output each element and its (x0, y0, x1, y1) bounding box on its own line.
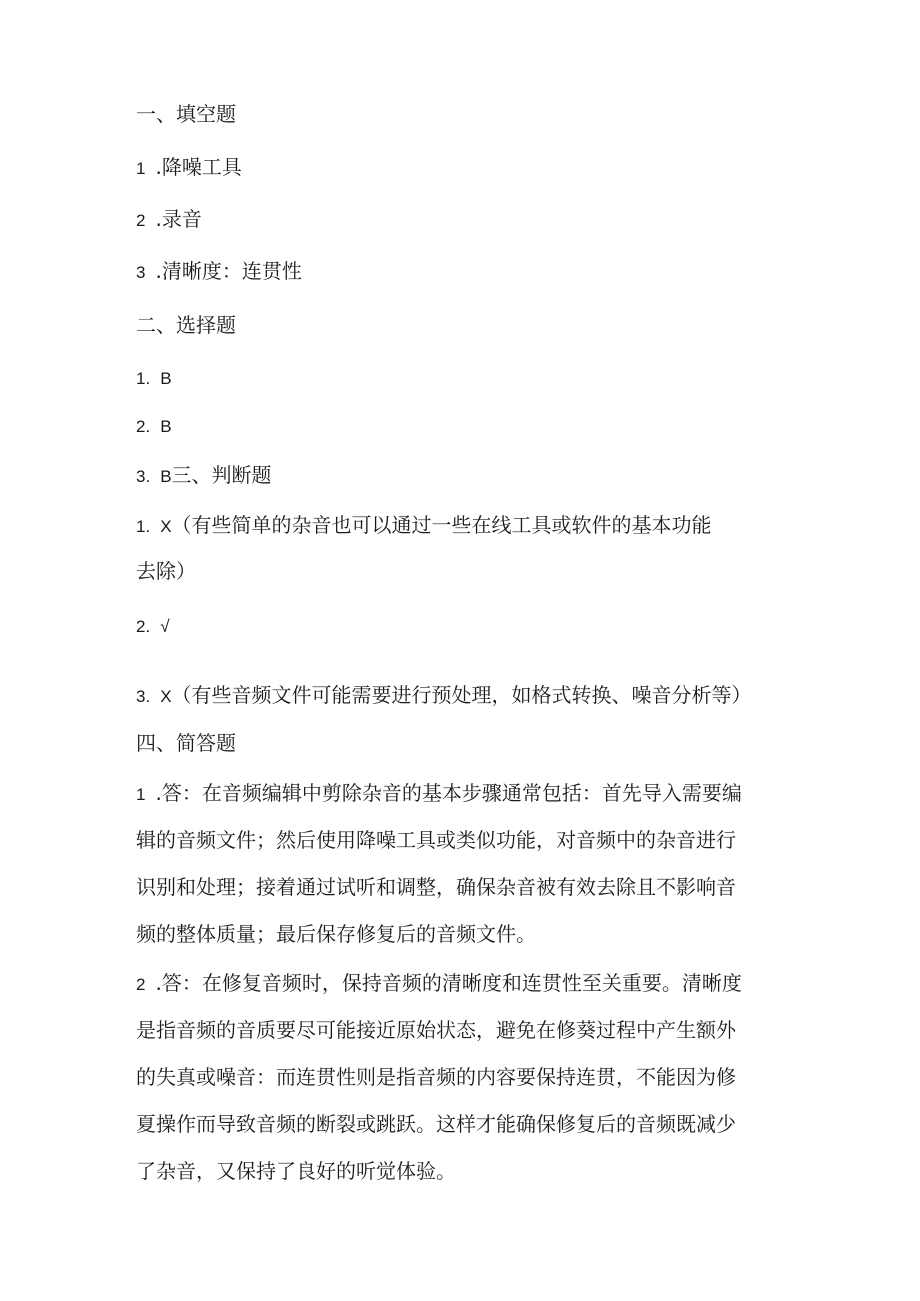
short-answer-2-line-4: 夏操作而导致音频的断裂或跳跃。这样才能确保修复后的音频既减少 (136, 1112, 736, 1136)
short-answer-1-line-4: 频的整体质量；最后保存修复后的音频文件。 (136, 922, 536, 946)
item-text: （有些音频文件可能需要进行预处理，如格式转换、噪音分析等） (171, 683, 752, 707)
item-number: 3 (136, 263, 146, 282)
item-mark: X (160, 687, 172, 706)
item-mark: √ (160, 617, 170, 636)
fill-blank-item-3 (136, 258, 302, 286)
choice-item-2 (136, 412, 172, 440)
short-answer-2-line-3: 的失真或噪音：而连贯性则是指音频的内容要保持连贯，不能因为修 (136, 1065, 736, 1089)
item-number: 2. (136, 417, 151, 436)
section-2-heading: 二、选择题 (136, 313, 236, 337)
item-number: 2 (136, 975, 146, 994)
item-number: 2 (136, 211, 146, 230)
item-number: 2. (136, 617, 151, 636)
item-mark: X (160, 517, 172, 536)
short-answer-2-line-2: 是指音频的音质要尽可能接近原始状态，避免在修葵过程中产生额外 (136, 1018, 736, 1042)
section-3-heading: 三、判断题 (171, 463, 272, 487)
fill-blank-item-1 (136, 154, 242, 182)
short-answer-2-line-5: 了杂音，又保持了良好的听觉体验。 (136, 1159, 456, 1183)
item-number: 1 (136, 785, 146, 804)
short-answer-1-line-3: 识别和处理；接着通过试听和调整，确保杂音被有效去除且不影响音 (136, 875, 736, 899)
item-text: （有些简单的杂音也可以通过一些在线工具或软件的基本功能 (171, 513, 712, 537)
fill-blank-item-2 (136, 206, 202, 234)
item-number: 1. (136, 517, 151, 536)
item-answer: B (160, 417, 172, 436)
item-answer: B (160, 369, 172, 388)
item-number: 3. (136, 687, 151, 706)
short-answer-1-line-1 (136, 780, 742, 808)
short-answer-1-line-2: 辑的音频文件；然后使用降噪工具或类似功能，对音频中的杂音进行 (136, 828, 736, 852)
item-text: .降噪工具 (155, 155, 242, 179)
item-number: 1. (136, 369, 151, 388)
item-number: 3. (136, 467, 151, 486)
short-answer-2-line-1 (136, 970, 742, 998)
item-answer: B (160, 467, 172, 486)
item-text: .答：在音频编辑中剪除杂音的基本步骤通常包括：首先导入需要编 (155, 781, 742, 805)
item-text: .录音 (155, 207, 202, 231)
item-text: .答：在修复音频时，保持音频的清晰度和连贯性至关重要。清晰度 (155, 971, 742, 995)
judge-item-1-cont: 去除） (136, 559, 196, 583)
section-1-heading: 一、填空题 (136, 102, 236, 126)
choice-item-1 (136, 364, 172, 392)
judge-item-3 (136, 682, 752, 710)
item-text: .清晰度：连贯性 (155, 259, 302, 283)
judge-item-2 (136, 612, 170, 640)
judge-item-1 (136, 512, 712, 540)
item-number: 1 (136, 159, 146, 178)
section-4-heading: 四、简答题 (136, 731, 236, 755)
choice-item-3 (136, 462, 272, 490)
